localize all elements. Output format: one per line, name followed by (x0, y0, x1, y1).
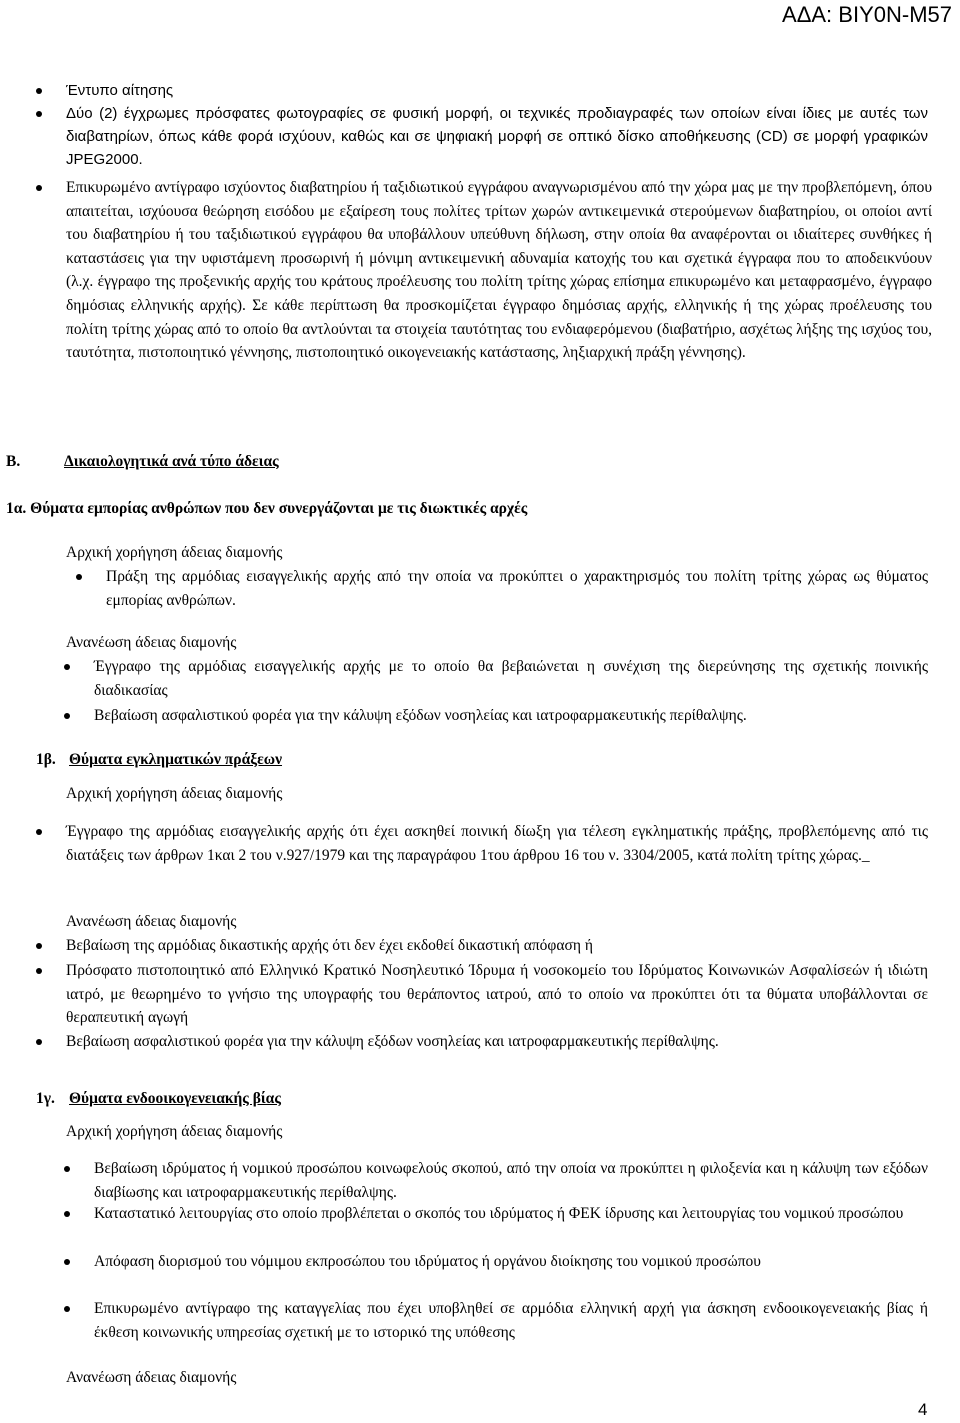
bullet-icon (64, 1306, 70, 1312)
list-item-text: Έγγραφο της αρμόδιας εισαγγελικής αρχής με το οποίο θα βεβαιώνεται η συνέχιση της διερεύνησης της σχετικής ποινικής διαδικασίας (94, 658, 928, 699)
list-item (66, 934, 928, 958)
bullet-icon (36, 185, 42, 191)
bullet-icon (64, 713, 70, 719)
list-item (94, 1157, 928, 1204)
bullet-icon (64, 1211, 70, 1217)
bullet-icon (36, 88, 42, 94)
ada-code: ΑΔΑ: ΒΙΥ0Ν-Μ57 (782, 2, 952, 27)
bullet-icon (64, 1259, 70, 1265)
list-item-text: Επικυρωμένο αντίγραφο ισχύοντος διαβατηρίου ή ταξιδιωτικού εγγράφου αναγνωρισμένου από την χώρα μας με την προβλεπόμενη, όπου απαιτείται, ισχύουσα θεώρηση εισόδου με εξαίρεση τους πολίτες τρίτων χωρών αντικειμενικά στερούμενων διαβατηρίου, οι οποίοι αντί του διαβατηρίου ή του ταξιδιωτικού εγγράφου θα υποβάλλουν υπεύθυνη δήλωση, στην οποία θα αναφέρονται οι ιδιαίτερες συνθήκες ή καταστάσεις για την υφιστάμενη προσωρινή ή μόνιμη αντικειμενική αδυναμία κατοχής του και σχετικά έγγραφα που το αποδεικνύουν (λ.χ. έγγραφο της προξενικής αρχής του κράτους προέλευσης του πολίτη τρίτης χώρας επίσημα επικυρωμένο και μεταφρασμένο, έγγραφο δημόσιας ελληνικής αρχής). Σε κάθε περίπτωση θα προσκομίζεται έγγραφο δημόσιας αρχής, ελληνικής ή της χώρας προέλευσης του πολίτη τρίτης χώρας από το οποίο θα αντλούνται τα στοιχεία ταυτότητας του ενδιαφερόμενου (διαβατήριο, ασχέτως λήξης της ισχύος του, ταυτότητα, πιστοποιητικό γέννησης, πιστοποιητικό οικογενειακής κατάστασης, ληξιαρχική πράξη γέννησης). (66, 179, 932, 362)
subsection-number: 1β. (36, 751, 56, 768)
list-item (94, 1202, 928, 1226)
bullet-icon (76, 574, 82, 580)
bullet-icon (36, 968, 42, 974)
list-item (94, 1250, 928, 1274)
renewal-heading: Ανανέωση άδειας διαμονής (66, 1369, 237, 1386)
list-item-text: Καταστατικό λειτουργίας στο οποίο προβλέπεται ο σκοπός του ιδρύματος ή ΦΕΚ ίδρυσης και λειτουργίας του νομικού προσώπου (94, 1205, 904, 1222)
subsection-title: 1α. Θύματα εμπορίας ανθρώπων που δεν συνεργάζονται με τις διωκτικές αρχές (6, 500, 528, 517)
subsection-title: Θύματα ενδοοικογενειακής βίας (69, 1090, 281, 1107)
section-letter: Β. (6, 453, 21, 470)
initial-heading: Αρχική χορήγηση άδειας διαμονής (66, 1123, 283, 1140)
initial-heading: Αρχική χορήγηση άδειας διαμονής (66, 785, 283, 802)
list-item-text: Βεβαίωση της αρμόδιας δικαστικής αρχής ότι δεν έχει εκδοθεί δικαστική απόφαση ή (66, 937, 593, 954)
page-number: 4 (918, 1400, 928, 1419)
bullet-icon (36, 943, 42, 949)
bullet-icon (36, 1039, 42, 1045)
list-item (94, 1297, 928, 1344)
list-item (66, 79, 928, 103)
list-item (66, 102, 928, 171)
list-item-text: Δύο (2) έγχρωμες πρόσφατες φωτογραφίες σε φυσική μορφή, οι τεχνικές προδιαγραφές των οποίων είναι ίδιες με αυτές των διαβατηρίων, όπως κάθε φορά ισχύουν, καθώς και σε ψηφιακή μορφή σε οπτικό δίσκο αποθήκευσης (CD) σε μορφή γραφικών JPEG2000. (66, 105, 928, 168)
list-item-text: Έγγραφο της αρμόδιας εισαγγελικής αρχής ότι έχει ασκηθεί ποινική δίωξη για τέλεση εγκληματικής πράξης, προβλεπόμενης από τις διατάξεις των άρθρων 1και 2 του ν.927/1979 και της παραγράφου 1του άρθρου 16 του ν. 3304/2005, κατά πολίτη τρίτης χώρας._ (66, 823, 928, 864)
list-item-text: Έντυπο αίτησης (66, 82, 174, 99)
list-item-text: Πράξη της αρμόδιας εισαγγελικής αρχής από την οποία να προκύπτει ο χαρακτηρισμός του πολίτη τρίτης χώρας ως θύματος εμπορίας ανθρώπων. (106, 568, 928, 609)
renewal-heading: Ανανέωση άδειας διαμονής (66, 634, 237, 651)
list-item-text: Βεβαίωση ιδρύματος ή νομικού προσώπου κοινωφελούς σκοπού, από την οποία να προκύπτει η φιλοξενία και η κάλυψη των εξόδων διαβίωσης και ιατροφαρμακευτικής περίθαλψης. (94, 1160, 928, 1201)
list-item-text: Επικυρωμένο αντίγραφο της καταγγελίας που έχει υποβληθεί σε αρμόδια ελληνική αρχή για άσκηση ενδοοικογενειακής βίας ή έκθεση κοινωνικής υπηρεσίας σχετική με το ιστορικό της υπόθεσης (94, 1300, 928, 1341)
list-item (66, 820, 928, 867)
list-item-text: Πρόσφατο πιστοποιητικό από Ελληνικό Κρατικό Νοσηλευτικό Ίδρυμα ή νοσοκομείο του Ιδρύματος Κοινωνικών Ασφαλίσεών ή ιδιώτη ιατρό, με θεωρημένο το γνήσιο της υπογραφής του θεράποντος ιατρού, από το οποίο να προκύπτει ότι τα θύματα υποβάλλονται σε θεραπευτική αγωγή (66, 962, 928, 1026)
section-title: Δικαιολογητικά ανά τύπο άδειας (64, 453, 279, 470)
bullet-icon (36, 829, 42, 835)
list-item (66, 1030, 928, 1054)
subsection-title: Θύματα εγκληματικών πράξεων (69, 751, 283, 768)
initial-heading: Αρχική χορήγηση άδειας διαμονής (66, 544, 283, 561)
subsection-number: 1γ. (36, 1090, 55, 1107)
bullet-icon (64, 1166, 70, 1172)
bullet-icon (36, 111, 42, 117)
list-item (66, 959, 928, 1030)
list-item (106, 565, 928, 612)
list-item-text: Βεβαίωση ασφαλιστικού φορέα για την κάλυψη εξόδων νοσηλείας και ιατροφαρμακευτικής περίθαλψης. (94, 707, 747, 724)
bullet-icon (64, 664, 70, 670)
list-item-text: Βεβαίωση ασφαλιστικού φορέα για την κάλυψη εξόδων νοσηλείας και ιατροφαρμακευτικής περίθαλψης. (66, 1033, 719, 1050)
renewal-heading: Ανανέωση άδειας διαμονής (66, 913, 237, 930)
list-item (94, 655, 928, 702)
list-item (94, 704, 944, 728)
list-item (66, 176, 932, 365)
list-item-text: Απόφαση διορισμού του νόμιμου εκπροσώπου του ιδρύματος ή οργάνου διοίκησης του νομικού προσώπου (94, 1253, 761, 1270)
